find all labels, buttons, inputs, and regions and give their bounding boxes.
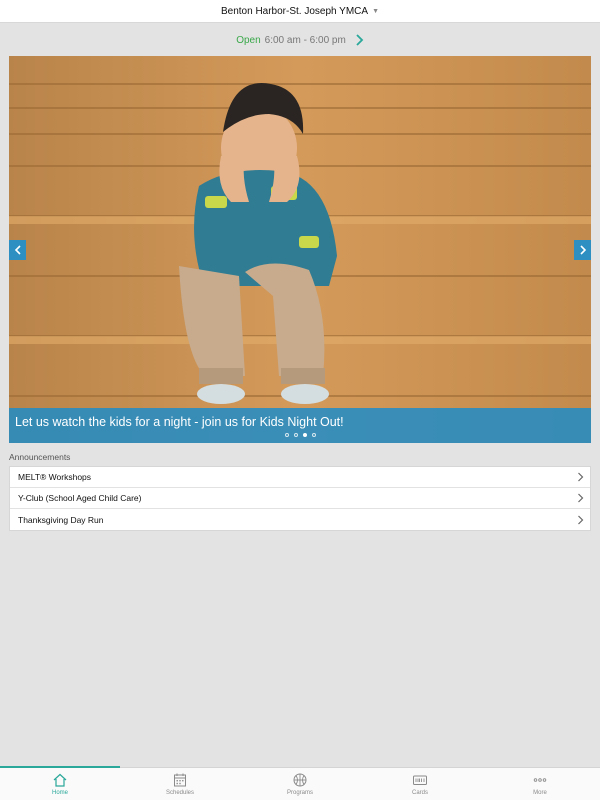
hero-carousel[interactable] [9,56,591,443]
chevron-right-icon [579,245,587,255]
card-icon [412,772,428,788]
location-title: Benton Harbor-St. Joseph YMCA [220,5,369,17]
tab-label: Schedules [165,790,195,796]
list-item[interactable] [10,488,590,509]
more-dots-icon [532,772,548,788]
tab-label: Home [51,790,68,796]
carousel-dots [9,433,591,441]
calendar-icon [172,772,188,788]
announcements-heading: Announcements [9,452,71,462]
list-item-label: MELT® Workshops [18,472,92,482]
chevron-right-icon [577,472,584,482]
carousel-dot[interactable] [285,433,289,437]
caret-down-icon: ▼ [372,7,380,15]
list-item[interactable] [10,467,590,488]
basketball-icon [292,772,308,788]
chevron-right-icon [577,515,584,525]
list-item-label: Thanksgiving Day Run [18,514,104,525]
tab-label: Programs [286,790,313,796]
tab-label: Cards [411,790,428,796]
open-status: Open [236,34,261,46]
tab-programs[interactable] [240,768,360,800]
active-tab-indicator [0,766,120,768]
hero-image [9,56,591,443]
chevron-left-icon [14,245,22,255]
hours-row[interactable] [0,30,600,50]
hours-range: 6:00 am - 6:00 pm [264,34,346,46]
list-item[interactable] [10,509,590,530]
tab-cards[interactable] [360,768,480,800]
tab-more[interactable] [480,768,600,800]
carousel-dot[interactable] [294,433,298,437]
announcements-list [9,466,591,531]
tab-schedules[interactable] [120,768,240,800]
carousel-next-button[interactable] [574,240,591,260]
chevron-right-icon [354,33,364,47]
location-selector[interactable] [0,0,600,23]
tab-home[interactable] [0,768,120,800]
bottom-tab-bar [0,767,600,800]
home-icon [52,772,68,788]
carousel-prev-button[interactable] [9,240,26,260]
carousel-dot[interactable] [312,433,316,437]
carousel-dot-active[interactable] [303,433,307,437]
list-item-label: Y-Club (School Aged Child Care) [18,493,142,503]
tab-label: More [533,790,547,796]
caption-text: Let us watch the kids for a night - join us for Kids Night Out! [15,415,344,429]
chevron-right-icon [577,493,584,503]
